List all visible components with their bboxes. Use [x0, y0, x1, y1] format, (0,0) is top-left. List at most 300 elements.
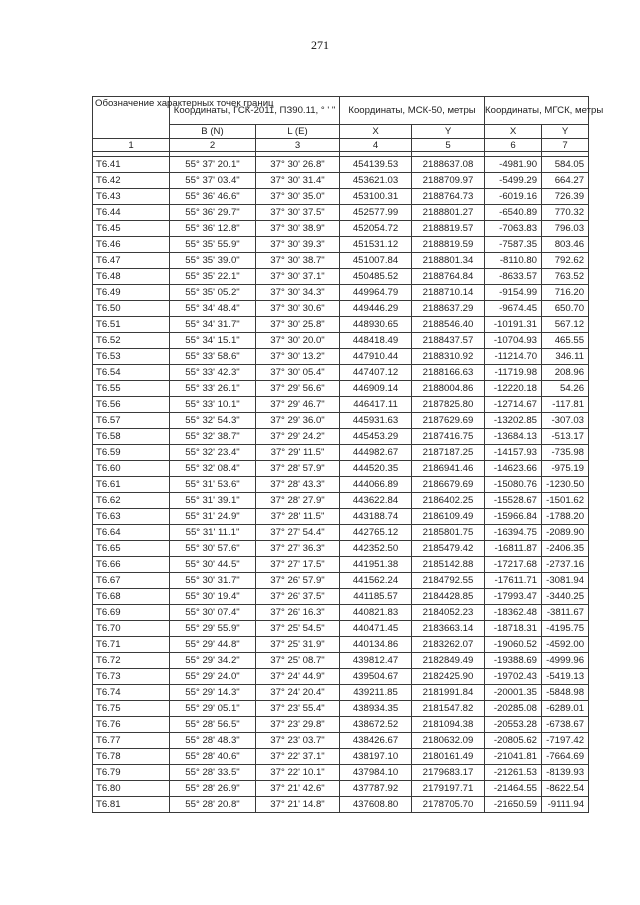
cell-b-latitude: 55° 32' 08.4" [170, 461, 256, 477]
cell-msk-y: 2187187.25 [412, 445, 485, 461]
table-row [93, 365, 589, 381]
cell-mgsk-y: 650.70 [542, 301, 589, 317]
cell-mgsk-y: 584.05 [542, 157, 589, 173]
cell-l-longitude: 37° 29' 46.7" [256, 397, 340, 413]
cell-l-longitude: 37° 30' 13.2" [256, 349, 340, 365]
cell-l-longitude: 37° 25' 08.7" [256, 653, 340, 669]
cell-b-latitude: 55° 29' 34.2" [170, 653, 256, 669]
cell-msk-x: 444066.89 [340, 477, 412, 493]
cell-mgsk-x: -10191.31 [485, 317, 542, 333]
cell-mgsk-x: -5499.29 [485, 173, 542, 189]
table-row [93, 605, 589, 621]
cell-mgsk-y: 716.20 [542, 285, 589, 301]
cell-msk-x: 440471.45 [340, 621, 412, 637]
cell-b-latitude: 55° 31' 39.1" [170, 493, 256, 509]
cell-point-id: Т6.68 [93, 589, 170, 605]
cell-msk-y: 2185801.75 [412, 525, 485, 541]
cell-l-longitude: 37° 30' 05.4" [256, 365, 340, 381]
cell-point-id: Т6.57 [93, 413, 170, 429]
cell-mgsk-x: -14623.66 [485, 461, 542, 477]
cell-mgsk-y: -7197.42 [542, 733, 589, 749]
header-l-longitude: L (E) [256, 125, 340, 139]
cell-msk-x: 447407.12 [340, 365, 412, 381]
cell-msk-x: 437608.80 [340, 797, 412, 813]
cell-mgsk-x: -17217.68 [485, 557, 542, 573]
cell-mgsk-x: -13684.13 [485, 429, 542, 445]
cell-l-longitude: 37° 22' 37.1" [256, 749, 340, 765]
cell-mgsk-y: 208.96 [542, 365, 589, 381]
cell-l-longitude: 37° 27' 36.3" [256, 541, 340, 557]
cell-msk-y: 2182425.90 [412, 669, 485, 685]
cell-msk-y: 2178705.70 [412, 797, 485, 813]
cell-b-latitude: 55° 37' 20.1" [170, 157, 256, 173]
cell-mgsk-x: -19060.52 [485, 637, 542, 653]
page-number: 271 [311, 38, 329, 52]
cell-l-longitude: 37° 28' 57.9" [256, 461, 340, 477]
cell-mgsk-y: -4592.00 [542, 637, 589, 653]
cell-msk-y: 2183663.14 [412, 621, 485, 637]
cell-msk-y: 2179197.71 [412, 781, 485, 797]
cell-l-longitude: 37° 24' 44.9" [256, 669, 340, 685]
cell-mgsk-y: -2737.16 [542, 557, 589, 573]
cell-mgsk-x: -8110.80 [485, 253, 542, 269]
cell-msk-x: 445931.63 [340, 413, 412, 429]
cell-mgsk-x: -19388.69 [485, 653, 542, 669]
cell-msk-y: 2184792.55 [412, 573, 485, 589]
cell-msk-x: 439211.85 [340, 685, 412, 701]
cell-mgsk-y: -2089.90 [542, 525, 589, 541]
cell-mgsk-x: -15528.67 [485, 493, 542, 509]
cell-b-latitude: 55° 33' 10.1" [170, 397, 256, 413]
cell-mgsk-x: -21041.81 [485, 749, 542, 765]
cell-point-id: Т6.80 [93, 781, 170, 797]
cell-mgsk-x: -11214.70 [485, 349, 542, 365]
table-row [93, 285, 589, 301]
cell-msk-y: 2188546.40 [412, 317, 485, 333]
cell-msk-x: 441951.38 [340, 557, 412, 573]
cell-mgsk-y: -3811.67 [542, 605, 589, 621]
cell-l-longitude: 37° 26' 57.9" [256, 573, 340, 589]
cell-b-latitude: 55° 30' 57.6" [170, 541, 256, 557]
cell-l-longitude: 37° 29' 36.0" [256, 413, 340, 429]
cell-b-latitude: 55° 32' 38.7" [170, 429, 256, 445]
cell-msk-y: 2183262.07 [412, 637, 485, 653]
cell-mgsk-y: -7664.69 [542, 749, 589, 765]
cell-msk-y: 2186109.49 [412, 509, 485, 525]
cell-point-id: Т6.79 [93, 765, 170, 781]
cell-msk-x: 448418.49 [340, 333, 412, 349]
cell-mgsk-y: -6738.67 [542, 717, 589, 733]
cell-msk-y: 2185142.88 [412, 557, 485, 573]
cell-mgsk-y: 567.12 [542, 317, 589, 333]
cell-point-id: Т6.76 [93, 717, 170, 733]
cell-msk-x: 438426.67 [340, 733, 412, 749]
cell-mgsk-x: -13202.85 [485, 413, 542, 429]
cell-l-longitude: 37° 30' 25.8" [256, 317, 340, 333]
cell-b-latitude: 55° 28' 26.9" [170, 781, 256, 797]
cell-msk-x: 451007.84 [340, 253, 412, 269]
table-row [93, 621, 589, 637]
cell-mgsk-y: -5848.98 [542, 685, 589, 701]
cell-mgsk-x: -16811.87 [485, 541, 542, 557]
cell-msk-y: 2188004.86 [412, 381, 485, 397]
cell-b-latitude: 55° 28' 56.5" [170, 717, 256, 733]
cell-mgsk-y: 763.52 [542, 269, 589, 285]
cell-msk-x: 440134.86 [340, 637, 412, 653]
cell-point-id: Т6.75 [93, 701, 170, 717]
table-row [93, 733, 589, 749]
table-row [93, 781, 589, 797]
cell-mgsk-x: -12714.67 [485, 397, 542, 413]
table-row [93, 429, 589, 445]
cell-point-id: Т6.54 [93, 365, 170, 381]
cell-point-id: Т6.48 [93, 269, 170, 285]
cell-msk-x: 448930.65 [340, 317, 412, 333]
cell-b-latitude: 55° 29' 44.8" [170, 637, 256, 653]
cell-l-longitude: 37° 30' 38.9" [256, 221, 340, 237]
cell-point-id: Т6.56 [93, 397, 170, 413]
cell-l-longitude: 37° 22' 10.1" [256, 765, 340, 781]
cell-point-id: Т6.77 [93, 733, 170, 749]
column-number: 2 [170, 139, 256, 152]
column-number: 5 [412, 139, 485, 152]
cell-mgsk-y: -2406.35 [542, 541, 589, 557]
cell-point-id: Т6.46 [93, 237, 170, 253]
cell-point-id: Т6.47 [93, 253, 170, 269]
cell-b-latitude: 55° 32' 54.3" [170, 413, 256, 429]
cell-msk-x: 443622.84 [340, 493, 412, 509]
cell-point-id: Т6.71 [93, 637, 170, 653]
cell-point-id: Т6.81 [93, 797, 170, 813]
cell-l-longitude: 37° 29' 11.5" [256, 445, 340, 461]
header-column-numbers [93, 139, 589, 152]
cell-msk-y: 2185479.42 [412, 541, 485, 557]
table-row [93, 173, 589, 189]
table-row [93, 669, 589, 685]
cell-point-id: Т6.45 [93, 221, 170, 237]
cell-mgsk-y: 664.27 [542, 173, 589, 189]
cell-msk-y: 2181094.38 [412, 717, 485, 733]
header-b-latitude: B (N) [170, 125, 256, 139]
table-row [93, 493, 589, 509]
cell-mgsk-y: -513.17 [542, 429, 589, 445]
cell-b-latitude: 55° 28' 40.6" [170, 749, 256, 765]
cell-msk-y: 2188310.92 [412, 349, 485, 365]
table-row [93, 253, 589, 269]
table-row [93, 397, 589, 413]
cell-mgsk-y: -8622.54 [542, 781, 589, 797]
cell-b-latitude: 55° 33' 42.3" [170, 365, 256, 381]
cell-msk-y: 2186941.46 [412, 461, 485, 477]
cell-msk-x: 449446.29 [340, 301, 412, 317]
cell-msk-x: 443188.74 [340, 509, 412, 525]
cell-mgsk-x: -8633.57 [485, 269, 542, 285]
table-row [93, 461, 589, 477]
cell-msk-y: 2180161.49 [412, 749, 485, 765]
cell-msk-x: 442352.50 [340, 541, 412, 557]
cell-l-longitude: 37° 30' 37.1" [256, 269, 340, 285]
column-number: 7 [542, 139, 589, 152]
cell-msk-y: 2187825.80 [412, 397, 485, 413]
table-row [93, 653, 589, 669]
table-row [93, 205, 589, 221]
cell-mgsk-y: -4999.96 [542, 653, 589, 669]
cell-mgsk-y: -3440.25 [542, 589, 589, 605]
cell-msk-x: 453100.31 [340, 189, 412, 205]
cell-b-latitude: 55° 35' 39.0" [170, 253, 256, 269]
cell-mgsk-x: -21464.55 [485, 781, 542, 797]
cell-mgsk-y: 770.32 [542, 205, 589, 221]
cell-msk-y: 2187629.69 [412, 413, 485, 429]
cell-mgsk-y: -5419.13 [542, 669, 589, 685]
cell-b-latitude: 55° 31' 11.1" [170, 525, 256, 541]
cell-mgsk-x: -14157.93 [485, 445, 542, 461]
cell-l-longitude: 37° 28' 27.9" [256, 493, 340, 509]
cell-point-id: Т6.72 [93, 653, 170, 669]
cell-l-longitude: 37° 30' 37.5" [256, 205, 340, 221]
header-msk-coordinates: Координаты, МСК-50, метры [340, 97, 485, 125]
cell-point-id: Т6.70 [93, 621, 170, 637]
table-row [93, 349, 589, 365]
cell-msk-x: 439504.67 [340, 669, 412, 685]
cell-mgsk-y: 54.26 [542, 381, 589, 397]
table-row [93, 477, 589, 493]
cell-b-latitude: 55° 32' 23.4" [170, 445, 256, 461]
cell-mgsk-x: -7063.83 [485, 221, 542, 237]
cell-msk-y: 2184052.23 [412, 605, 485, 621]
cell-msk-x: 437787.92 [340, 781, 412, 797]
cell-mgsk-y: -3081.94 [542, 573, 589, 589]
cell-msk-x: 439812.47 [340, 653, 412, 669]
cell-l-longitude: 37° 25' 31.9" [256, 637, 340, 653]
cell-msk-x: 446909.14 [340, 381, 412, 397]
cell-msk-y: 2186679.69 [412, 477, 485, 493]
table-row [93, 237, 589, 253]
cell-b-latitude: 55° 31' 24.9" [170, 509, 256, 525]
table-row [93, 301, 589, 317]
header-mgsk-y: Y [542, 125, 589, 139]
header-msk-y: Y [412, 125, 485, 139]
cell-msk-y: 2188801.34 [412, 253, 485, 269]
table-row [93, 221, 589, 237]
cell-point-id: Т6.43 [93, 189, 170, 205]
cell-l-longitude: 37° 30' 38.7" [256, 253, 340, 269]
column-number: 4 [340, 139, 412, 152]
cell-msk-x: 444520.35 [340, 461, 412, 477]
table-row [93, 157, 589, 173]
cell-msk-x: 442765.12 [340, 525, 412, 541]
cell-point-id: Т6.66 [93, 557, 170, 573]
cell-b-latitude: 55° 35' 05.2" [170, 285, 256, 301]
table-row [93, 637, 589, 653]
cell-l-longitude: 37° 26' 16.3" [256, 605, 340, 621]
table-row [93, 541, 589, 557]
cell-b-latitude: 55° 33' 58.6" [170, 349, 256, 365]
cell-mgsk-x: -18362.48 [485, 605, 542, 621]
cell-l-longitude: 37° 29' 24.2" [256, 429, 340, 445]
cell-mgsk-x: -12220.18 [485, 381, 542, 397]
table-row [93, 189, 589, 205]
cell-mgsk-y: 726.39 [542, 189, 589, 205]
cell-mgsk-x: -17611.71 [485, 573, 542, 589]
cell-msk-y: 2188710.14 [412, 285, 485, 301]
cell-point-id: Т6.63 [93, 509, 170, 525]
cell-b-latitude: 55° 36' 29.7" [170, 205, 256, 221]
table-row [93, 525, 589, 541]
cell-msk-x: 438672.52 [340, 717, 412, 733]
cell-msk-x: 450485.52 [340, 269, 412, 285]
cell-b-latitude: 55° 29' 24.0" [170, 669, 256, 685]
cell-point-id: Т6.69 [93, 605, 170, 621]
cell-mgsk-y: -8139.93 [542, 765, 589, 781]
cell-msk-x: 446417.11 [340, 397, 412, 413]
cell-msk-x: 451531.12 [340, 237, 412, 253]
cell-mgsk-y: 465.55 [542, 333, 589, 349]
cell-mgsk-y: -975.19 [542, 461, 589, 477]
cell-mgsk-y: -117.81 [542, 397, 589, 413]
cell-point-id: Т6.65 [93, 541, 170, 557]
cell-mgsk-y: -735.98 [542, 445, 589, 461]
column-number: 3 [256, 139, 340, 152]
cell-msk-y: 2188437.57 [412, 333, 485, 349]
cell-mgsk-x: -20285.08 [485, 701, 542, 717]
cell-msk-y: 2188764.73 [412, 189, 485, 205]
cell-b-latitude: 55° 35' 55.9" [170, 237, 256, 253]
cell-point-id: Т6.60 [93, 461, 170, 477]
table-body [93, 152, 589, 813]
cell-msk-x: 441185.57 [340, 589, 412, 605]
table-row [93, 589, 589, 605]
cell-b-latitude: 55° 29' 55.9" [170, 621, 256, 637]
cell-l-longitude: 37° 27' 54.4" [256, 525, 340, 541]
cell-msk-y: 2188637.29 [412, 301, 485, 317]
cell-msk-y: 2182849.49 [412, 653, 485, 669]
cell-l-longitude: 37° 21' 14.8" [256, 797, 340, 813]
cell-l-longitude: 37° 30' 35.0" [256, 189, 340, 205]
cell-msk-y: 2181991.84 [412, 685, 485, 701]
table-row [93, 317, 589, 333]
cell-mgsk-y: -1788.20 [542, 509, 589, 525]
cell-l-longitude: 37° 21' 42.6" [256, 781, 340, 797]
cell-l-longitude: 37° 25' 54.5" [256, 621, 340, 637]
cell-msk-y: 2188801.27 [412, 205, 485, 221]
cell-point-id: Т6.50 [93, 301, 170, 317]
cell-l-longitude: 37° 30' 30.6" [256, 301, 340, 317]
cell-mgsk-x: -17993.47 [485, 589, 542, 605]
cell-point-id: Т6.53 [93, 349, 170, 365]
cell-point-id: Т6.74 [93, 685, 170, 701]
cell-mgsk-x: -9154.99 [485, 285, 542, 301]
cell-b-latitude: 55° 28' 48.3" [170, 733, 256, 749]
cell-l-longitude: 37° 23' 29.8" [256, 717, 340, 733]
table-row [93, 445, 589, 461]
cell-l-longitude: 37° 27' 17.5" [256, 557, 340, 573]
cell-point-id: Т6.58 [93, 429, 170, 445]
cell-b-latitude: 55° 28' 20.8" [170, 797, 256, 813]
coordinates-table [92, 96, 604, 813]
cell-msk-y: 2188764.84 [412, 269, 485, 285]
cell-point-id: Т6.78 [93, 749, 170, 765]
cell-msk-y: 2186402.25 [412, 493, 485, 509]
cell-b-latitude: 55° 29' 05.1" [170, 701, 256, 717]
cell-mgsk-x: -18718.31 [485, 621, 542, 637]
cell-point-id: Т6.73 [93, 669, 170, 685]
table-row [93, 557, 589, 573]
cell-b-latitude: 55° 34' 48.4" [170, 301, 256, 317]
table-row [93, 413, 589, 429]
cell-mgsk-x: -11719.98 [485, 365, 542, 381]
cell-msk-x: 437984.10 [340, 765, 412, 781]
cell-msk-x: 440821.83 [340, 605, 412, 621]
table-row [93, 573, 589, 589]
header-msk-x: X [340, 125, 412, 139]
table-row [93, 685, 589, 701]
cell-b-latitude: 55° 28' 33.5" [170, 765, 256, 781]
cell-point-id: Т6.62 [93, 493, 170, 509]
cell-msk-y: 2187416.75 [412, 429, 485, 445]
table-row [93, 765, 589, 781]
cell-mgsk-y: 792.62 [542, 253, 589, 269]
cell-b-latitude: 55° 30' 19.4" [170, 589, 256, 605]
cell-mgsk-x: -20553.28 [485, 717, 542, 733]
cell-mgsk-x: -15080.76 [485, 477, 542, 493]
cell-msk-x: 438934.35 [340, 701, 412, 717]
cell-b-latitude: 55° 29' 14.3" [170, 685, 256, 701]
cell-mgsk-x: -21650.59 [485, 797, 542, 813]
cell-mgsk-y: -6289.01 [542, 701, 589, 717]
cell-mgsk-x: -19702.43 [485, 669, 542, 685]
cell-l-longitude: 37° 29' 56.6" [256, 381, 340, 397]
cell-msk-x: 452054.72 [340, 221, 412, 237]
cell-msk-x: 453621.03 [340, 173, 412, 189]
cell-l-longitude: 37° 30' 20.0" [256, 333, 340, 349]
cell-mgsk-y: -4195.75 [542, 621, 589, 637]
cell-b-latitude: 55° 30' 44.5" [170, 557, 256, 573]
table-row [93, 717, 589, 733]
cell-b-latitude: 55° 30' 07.4" [170, 605, 256, 621]
header-mgsk-x: X [485, 125, 542, 139]
cell-msk-y: 2179683.17 [412, 765, 485, 781]
cell-point-id: Т6.64 [93, 525, 170, 541]
table-row [93, 749, 589, 765]
column-number: 1 [93, 139, 170, 152]
cell-msk-x: 452577.99 [340, 205, 412, 221]
header-gsk-coordinates: Координаты, ГСК-2011, ПЗ90.11, ° ' " [170, 97, 340, 125]
cell-msk-y: 2188709.97 [412, 173, 485, 189]
cell-mgsk-y: 346.11 [542, 349, 589, 365]
cell-l-longitude: 37° 30' 34.3" [256, 285, 340, 301]
cell-point-id: Т6.41 [93, 157, 170, 173]
cell-l-longitude: 37° 28' 43.3" [256, 477, 340, 493]
cell-msk-y: 2188637.08 [412, 157, 485, 173]
cell-msk-x: 445453.29 [340, 429, 412, 445]
cell-mgsk-y: 803.46 [542, 237, 589, 253]
cell-mgsk-x: -10704.93 [485, 333, 542, 349]
cell-mgsk-y: -1501.62 [542, 493, 589, 509]
cell-msk-y: 2188166.63 [412, 365, 485, 381]
cell-point-id: Т6.42 [93, 173, 170, 189]
header-mgsk-coordinates: Координаты, МГСК, метры [485, 97, 589, 125]
cell-point-id: Т6.51 [93, 317, 170, 333]
cell-msk-x: 447910.44 [340, 349, 412, 365]
cell-msk-y: 2188819.57 [412, 221, 485, 237]
table-row [93, 333, 589, 349]
cell-mgsk-x: -4981.90 [485, 157, 542, 173]
cell-mgsk-x: -6019.16 [485, 189, 542, 205]
cell-point-id: Т6.67 [93, 573, 170, 589]
cell-l-longitude: 37° 23' 03.7" [256, 733, 340, 749]
cell-l-longitude: 37° 30' 39.3" [256, 237, 340, 253]
